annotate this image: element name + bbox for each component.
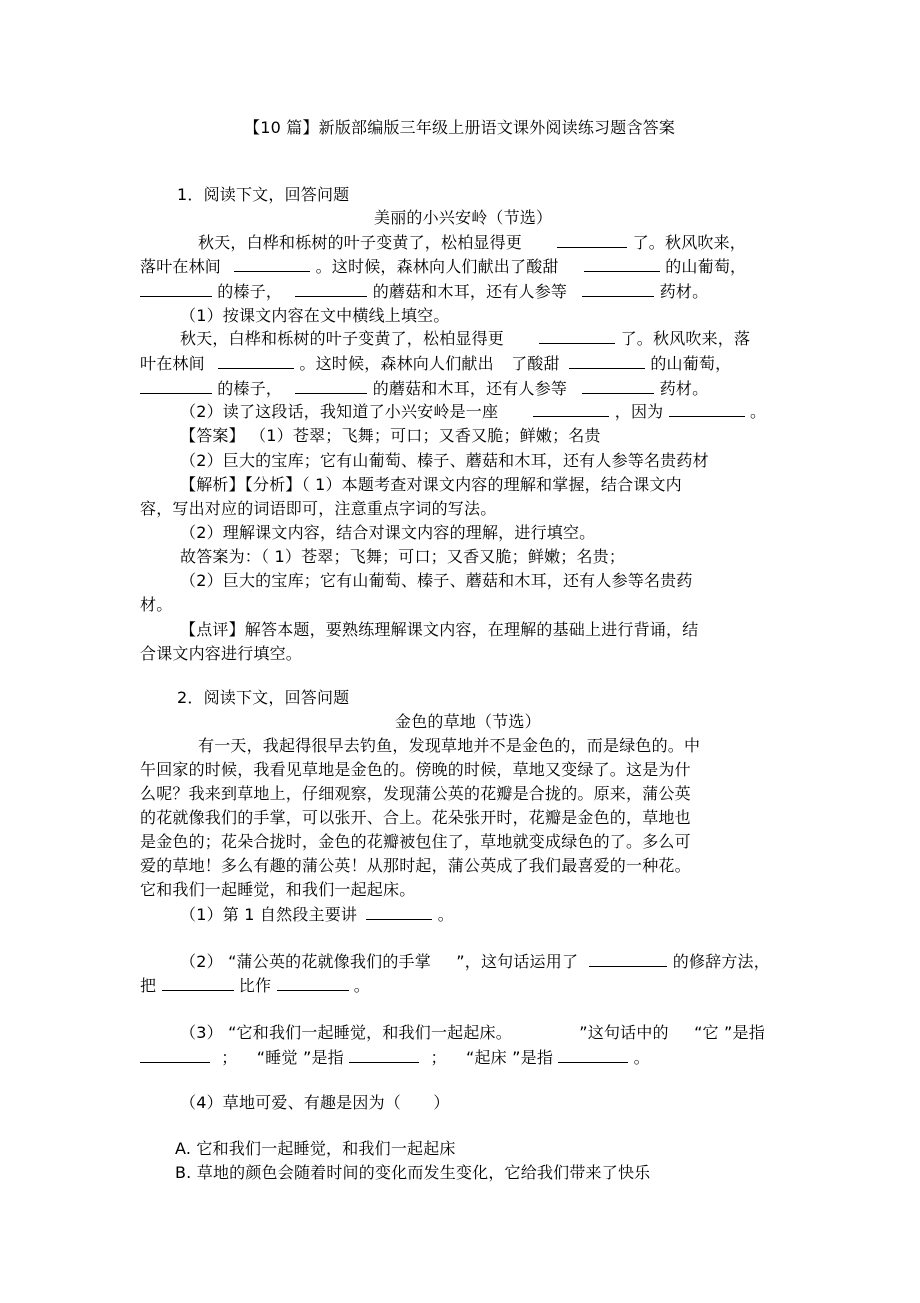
fill-blank[interactable] — [582, 282, 654, 297]
text: 了。秋风吹来，落 — [620, 329, 751, 348]
fill-blank[interactable] — [539, 329, 615, 344]
q1-analysis: （2）巨大的宝库；它有山葡萄、榛子、蘑菇和木耳，还有人参等名贵药 — [180, 571, 693, 590]
q1-passage-title: 美丽的小兴安岭（节选） — [374, 208, 553, 227]
text: 药材。 — [659, 379, 709, 398]
text: 的山葡萄， — [650, 354, 732, 373]
text: （2）读了这段话，我知道了小兴安岭是一座 — [180, 402, 499, 421]
text: ”，这句话运用了 — [456, 952, 579, 971]
fill-blank[interactable] — [557, 233, 627, 248]
q1-rewrite-line — [180, 328, 750, 350]
q1-answer: （2）巨大的宝库；它有山葡萄、榛子、蘑菇和木耳，还有人参等名贵药材 — [180, 451, 709, 470]
q1-heading: 1．阅读下文，回答问题 — [177, 185, 350, 204]
q2-heading: 2．阅读下文，回答问题 — [177, 688, 350, 707]
text: （2） “蒲公英的花就像我们的手掌 — [180, 952, 431, 971]
fill-blank[interactable] — [218, 354, 294, 369]
text: 。 — [437, 905, 454, 924]
q2-sub3 — [180, 1022, 765, 1044]
q2-passage-line: 是金色的；花朵合拢时，金色的花瓣被包住了，草地就变成绿色的了。多么可 — [140, 832, 691, 851]
q2-passage-line: 午回家的时候，我看见草地是金色的。傍晚的时候，草地又变绿了。这是为什 — [140, 760, 691, 779]
text: 秋天，白桦和栎树的叶子变黄了，松柏显得更 — [198, 233, 523, 252]
q2-sub2-line2 — [140, 975, 370, 997]
text: ； — [221, 1048, 238, 1067]
q1-sub1: （1）按课文内容在文中横线上填空。 — [180, 306, 450, 325]
q1-rewrite-line — [140, 353, 731, 375]
q2-passage-line: 爱的草地！多么有趣的蒲公英！从那时起，蒲公英成了我们最喜爱的一种花。 — [140, 856, 691, 875]
q1-analysis: 【解析】【分析】（ 1）本题考查对课文内容的理解和掌握，结合课文内 — [180, 475, 682, 494]
q1-passage-line — [140, 281, 708, 303]
fill-blank[interactable] — [277, 976, 349, 991]
text: 。 — [749, 402, 767, 421]
q2-passage-line: 么呢？我来到草地上，仔细观察，发现蒲公英的花瓣是合拢的。原来，蒲公英 — [140, 784, 691, 803]
q1-comment: 合课文内容进行填空。 — [140, 644, 303, 663]
q1-passage-line — [140, 256, 746, 278]
text: ”这句话中的 — [579, 1023, 669, 1042]
fill-blank[interactable] — [349, 1048, 419, 1063]
fill-blank[interactable] — [140, 282, 212, 297]
text: 比作 — [238, 976, 272, 995]
text: ； — [430, 1048, 447, 1067]
fill-blank[interactable] — [162, 976, 234, 991]
q1-sub2 — [180, 401, 766, 423]
text: ，因为 — [614, 402, 664, 421]
q1-analysis: 材。 — [140, 595, 173, 614]
text: 的修辞方法， — [672, 952, 770, 971]
q1-analysis: 故答案为：（ 1）苍翠；飞舞；可口；又香又脆；鲜嫩；名贵； — [180, 547, 626, 566]
q1-analysis: （2）理解课文内容，结合对课文内容的理解，进行填空。 — [180, 523, 596, 542]
text: 。 — [633, 1048, 650, 1067]
fill-blank[interactable] — [140, 1048, 210, 1063]
text: 的榛子， — [217, 282, 283, 301]
text: 叶在林间 — [140, 354, 205, 373]
q1-answer: 【答案】 （1）苍翠；飞舞；可口；又香又脆；鲜嫩；名贵 — [180, 426, 601, 445]
fill-blank[interactable] — [582, 379, 654, 394]
fill-blank[interactable] — [669, 402, 745, 417]
text: 的榛子， — [217, 379, 283, 398]
q2-passage-line: 它和我们一起睡觉，和我们一起起床。 — [140, 880, 416, 899]
fill-blank[interactable] — [569, 354, 645, 369]
text: （3） “它和我们一起睡觉，和我们一起起床。 — [180, 1023, 512, 1042]
text: 药材。 — [659, 282, 709, 301]
fill-blank[interactable] — [533, 402, 609, 417]
fill-blank[interactable] — [366, 905, 432, 920]
text: “起床 ”是指 — [465, 1048, 554, 1067]
text: 的蘑菇和木耳，还有人参等 — [372, 379, 568, 398]
fill-blank[interactable] — [295, 282, 367, 297]
q2-passage-title: 金色的草地（节选） — [395, 712, 541, 731]
text: 。 — [353, 976, 370, 995]
text: 落叶在林间 — [140, 257, 222, 276]
fill-blank[interactable] — [234, 257, 310, 272]
text: 。这时候，森林向人们献出了酸甜 — [315, 257, 559, 276]
fill-blank[interactable] — [589, 952, 667, 967]
q1-rewrite-line — [140, 378, 708, 400]
q1-analysis: 容，写出对应的词语即可，注意重点字词的写法。 — [140, 499, 497, 518]
q1-comment: 【点评】解答本题，要熟练理解课文内容，在理解的基础上进行背诵，结 — [180, 620, 699, 639]
q2-passage-line: 有一天，我起得很早去钓鱼，发现草地并不是金色的，而是绿色的。中 — [198, 736, 701, 755]
q2-sub3-line2 — [140, 1047, 650, 1069]
text: “它 ”是指 — [694, 1023, 765, 1042]
text: 的蘑菇和木耳，还有人参等 — [372, 282, 568, 301]
q2-sub2 — [180, 951, 770, 973]
text: 把 — [140, 976, 157, 995]
text: 了。秋风吹来， — [632, 233, 747, 252]
fill-blank[interactable] — [295, 379, 367, 394]
text: （1）第 1 自然段主要讲 — [180, 905, 358, 924]
text: 的山葡萄， — [665, 257, 747, 276]
text: 了酸甜 — [511, 354, 560, 373]
fill-blank[interactable] — [584, 257, 660, 272]
fill-blank[interactable] — [558, 1048, 628, 1063]
q2-sub1 — [180, 904, 454, 926]
q2-passage-line: 的花就像我们的手掌，可以张开、合上。花朵张开时，花瓣是金色的，草地也 — [140, 808, 691, 827]
q1-passage-line — [198, 232, 746, 254]
q2-option-a[interactable]: A. 它和我们一起睡觉，和我们一起起床 — [175, 1139, 456, 1158]
q2-option-b[interactable]: B. 草地的颜色会随着时间的变化而发生变化，它给我们带来了快乐 — [175, 1163, 651, 1182]
text: 秋天，白桦和栎树的叶子变黄了，松柏显得更 — [180, 329, 505, 348]
text: “睡觉 ”是指 — [256, 1048, 344, 1067]
q2-sub4: （4）草地可爱、有趣是因为（ ） — [180, 1093, 450, 1112]
text: 。这时候，森林向人们献出 — [299, 354, 494, 373]
fill-blank[interactable] — [140, 379, 212, 394]
document-title: 【10 篇】新版部编版三年级上册语文课外阅读练习题含答案 — [244, 118, 676, 137]
